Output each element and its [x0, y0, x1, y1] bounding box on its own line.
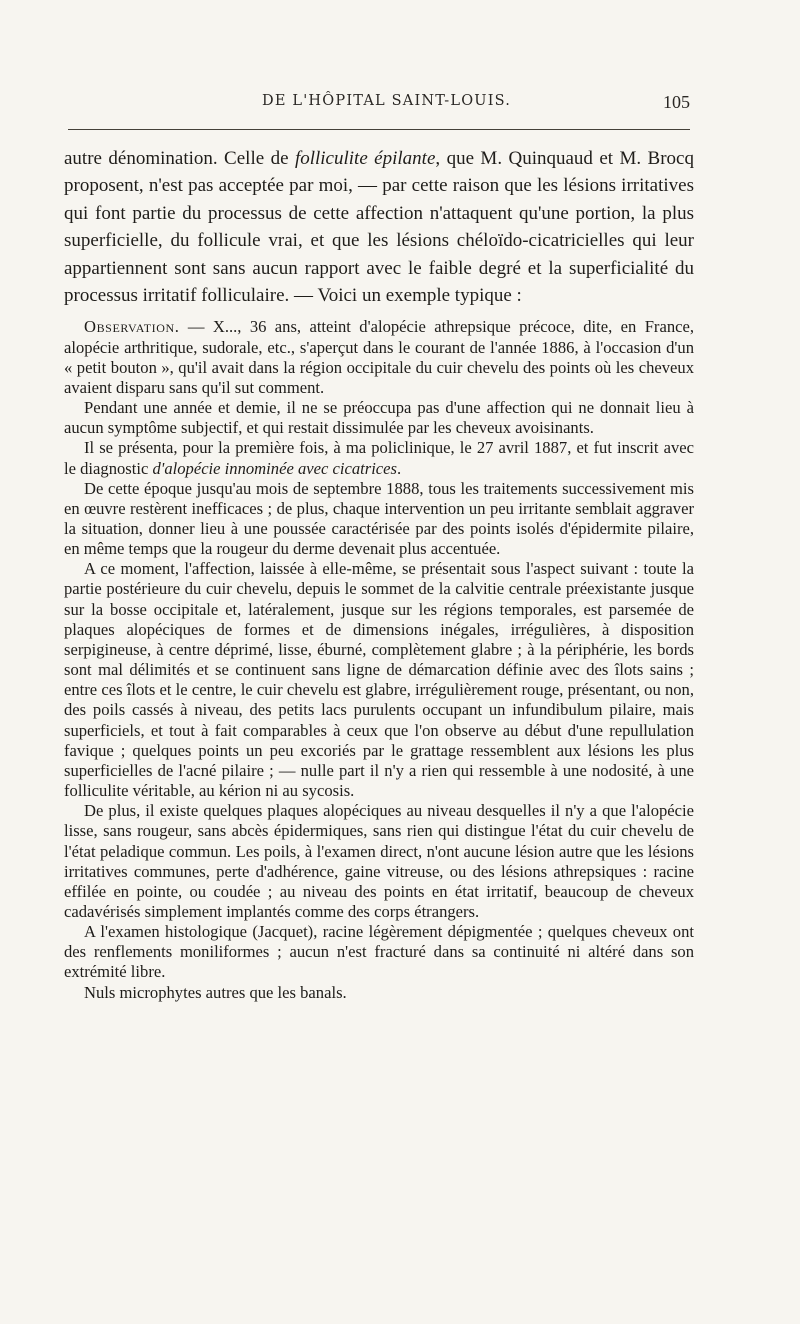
paragraph-2	[64, 438, 694, 478]
paragraph-3-text: De cette époque jusqu'au mois de septembre 1888, tous les traitements successivement mis en œuvre restèrent inefficaces ; de plus, chaque intervention un peu irritante semblait aggraver la situation, donner lieu à une poussée caractérisée par des points isolés d'épidermite pilaire, en même temps que la rougeur du derme devenait plus accentuée.	[64, 478, 694, 559]
page-body	[64, 145, 694, 1003]
header-rule	[68, 129, 690, 130]
observation-paragraph	[64, 317, 694, 398]
paragraph-2-text: Il se présenta, pour la première fois, à ma policlinique, le 27 avril 1887, et fut inscrit avec le diagnostic	[64, 438, 694, 478]
paragraph-3	[64, 479, 694, 560]
diagnosis-italic: d'alopécie innominée avec cicatrices	[152, 458, 397, 478]
intro-text-2: , que M. Quinquaud et M. Brocq proposent, n'est pas acceptée par moi, — par cette raison que les lésions irritatives qui font partie du processus de cette affection n'attaquent qu'une portion, la plus superficielle, du follicule vrai, et que les lésions chéloïdo-cicatricielles qui leur appartiennent sont sans aucun rapport avec le faible degré et la superficialité du processus irritatif folliculaire. — Voici un exemple typique :	[64, 148, 694, 307]
paragraph-2-end: .	[397, 458, 402, 478]
paragraph-6-text: A l'examen histologique (Jacquet), racine légèrement dépigmentée ; quelques cheveux ont des renflements moniliformes ; aucun n'est fracturé dans sa continuité ni altéré dans son extrémité libre.	[64, 922, 694, 982]
page-number: 105	[663, 92, 690, 112]
intro-text-1: autre dénomination. Celle de	[64, 148, 295, 169]
intro-paragraph	[64, 145, 694, 309]
intro-italic-term: folliculite épilante	[294, 148, 436, 169]
paragraph-5	[64, 801, 694, 922]
paragraph-1-text: Pendant une année et demie, il ne se préoccupa pas d'une affection qui ne donnait lieu à aucun symptôme subjectif, et qui restait dissimulée par les cheveux avoisinants.	[64, 398, 694, 438]
observation-label: Observation.	[84, 317, 180, 337]
paragraph-1	[64, 398, 694, 438]
paragraph-4	[64, 559, 694, 801]
paragraph-4-text: A ce moment, l'affection, laissée à elle-même, se présentait sous l'aspect suivant : toute la partie postérieure du cuir chevelu, depuis le sommet de la calvitie centrale préexistante jusque sur la bosse occipitale et, latéralement, jusque sur les régions temporales, est parsemée de plaques alopéciques de formes et de dimensions inégales, irrégulières, à disposition serpigineuse, à centre déprimé, lisse, éburné, complètement glabre ; à la périphérie, les bords sont mal délimités et se continuent sans ligne de démarcation définie avec des îlots sains ; entre ces îlots et le centre, le cuir chevelu est glabre, irrégulièrement rouge, présentant, ou non, des poils cassés à niveau, des petits lacs purulents occupant un infundibulum pilaire, mais superficiels, et tout à fait comparables à ceux que l'on observe au début d'une repullulation favique ; quelques points un peu excoriés par le grattage ressemblent aux lésions les plus superficielles de l'acné pilaire ; — nulle part il n'y a rien qui ressemble à une nodosité, à une folliculite véritable, au kérion ni au sycosis.	[64, 559, 694, 801]
observation-text: — X..., 36 ans, atteint d'alopécie athrepsique précoce, dite, en France, alopécie arthritique, sudorale, etc., s'aperçut dans le courant de l'année 1886, à l'occasion d'un « petit bouton », qu'il avait dans la région occipitale du cuir chevelu des points où les cheveux avaient disparu sans qu'il sut comment.	[64, 317, 694, 397]
paragraph-6	[64, 922, 694, 982]
paragraph-5-text: De plus, il existe quelques plaques alopéciques au niveau desquelles il n'y a que l'alopécie lisse, sans rougeur, sans abcès épidermiques, sans rien qui distingue l'état du cuir chevelu de l'état peladique commun. Les poils, à l'examen direct, n'ont aucune lésion autre que les lésions irritatives communes, perte d'adhérence, gaine vitreuse, ou des lésions athrepsiques : racine effilée en pointe, ou coudée ; au niveau des points en état irritatif, beaucoup de cheveux cadavérisés simplement implantés comme des corps étrangers.	[64, 801, 694, 921]
running-head: DE L'HÔPITAL SAINT-LOUIS.	[262, 93, 512, 109]
paragraph-7-text: Nuls microphytes autres que les banals.	[84, 982, 347, 1002]
paragraph-7	[64, 983, 694, 1003]
